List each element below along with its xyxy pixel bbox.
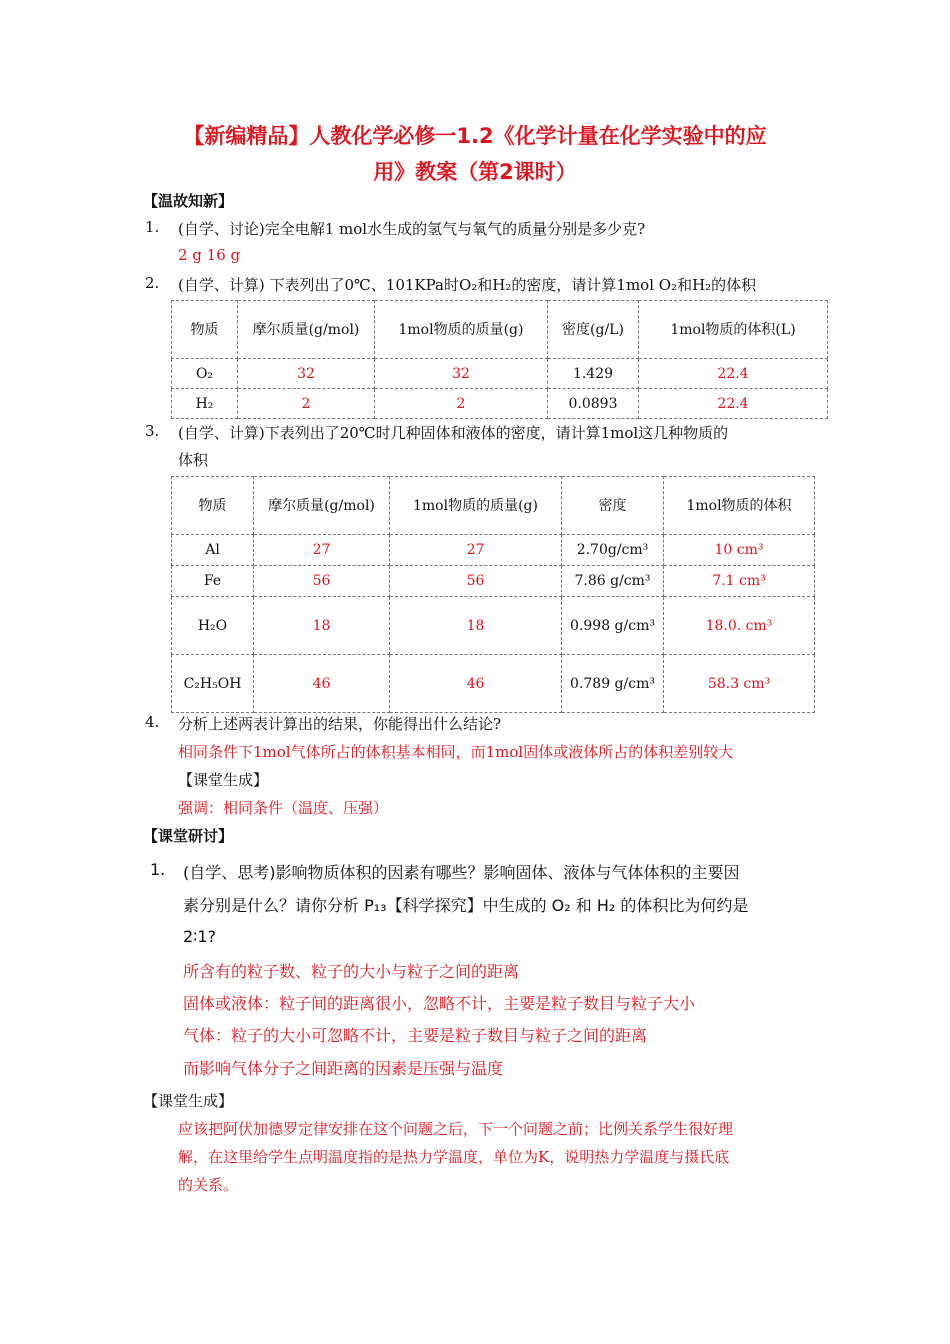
r1-line-2: 素分别是什么？请你分析 P₁₃【科学探究】中生成的 O₂ 和 H₂ 的体积比为何约是 xyxy=(183,896,749,915)
table-header-row xyxy=(172,301,828,359)
q4-text: 分析上述两表计算出的结果，你能得出什么结论? xyxy=(178,715,502,733)
gas-density-table xyxy=(171,300,828,419)
r1-answer-1: 所含有的粒子数、粒子的大小与粒子之间的距离 xyxy=(183,962,520,981)
q3-text-line-1: (自学、计算)下表列出了20℃时几种固体和液体的密度，请计算1mol这几种物质的 xyxy=(178,424,729,442)
table-cell: 0.0893 xyxy=(548,389,639,419)
q2-text: (自学、计算) 下表列出了0℃、101KPa时O₂和H₂的密度，请计算1mol O₂和H₂的体积 xyxy=(178,276,757,294)
final-generation-line-1: 应该把阿伏加德罗定律安排在这个问题之后，下一个问题之前；比例关系学生很好理 xyxy=(178,1120,734,1138)
table-cell: 2.70g/cm³ xyxy=(562,535,664,566)
table-cell: 32 xyxy=(238,359,375,389)
table-cell: Fe xyxy=(172,566,254,597)
table-cell: 10 cm³ xyxy=(664,535,815,566)
q1-answer: 2 g 16 g xyxy=(178,246,241,264)
table-header-cell: 摩尔质量(g/mol) xyxy=(254,477,390,535)
table-row xyxy=(172,389,828,419)
table-cell: 0.998 g/cm³ xyxy=(562,597,664,655)
table-cell: 2 xyxy=(375,389,548,419)
solid-liquid-density-table xyxy=(171,476,815,713)
table-header-cell: 1mol物质的体积 xyxy=(664,477,815,535)
title-line-2: 用》教案（第2课时） xyxy=(373,160,577,184)
table-cell: 0.789 g/cm³ xyxy=(562,655,664,713)
table-header-cell: 密度 xyxy=(562,477,664,535)
final-generation-line-2: 解，在这里给学生点明温度指的是热力学温度，单位为K，说明热力学温度与摄氏底 xyxy=(178,1148,730,1166)
table-header-cell: 密度(g/L) xyxy=(548,301,639,359)
final-generation-line-3: 的关系。 xyxy=(178,1176,239,1194)
table-row xyxy=(172,535,815,566)
r1-line-3: 2∶1? xyxy=(183,927,217,946)
r1-answer-3: 气体：粒子的大小可忽略不计，主要是粒子数目与粒子之间的距离 xyxy=(183,1026,648,1045)
r1-line-1: (自学、思考)影响物质体积的因素有哪些？影响固体、液体与气体体积的主要因 xyxy=(183,863,740,882)
table-cell: 58.3 cm³ xyxy=(664,655,815,713)
table-header-cell: 1mol物质的质量(g) xyxy=(375,301,548,359)
q4-answer: 相同条件下1mol气体所占的体积基本相同，而1mol固体或液体所占的体积差别较大 xyxy=(178,743,734,761)
table-cell: 27 xyxy=(254,535,390,566)
q3-text-line-2: 体积 xyxy=(178,451,209,469)
table-header-cell: 1mol物质的体积(L) xyxy=(639,301,828,359)
table-cell: 18 xyxy=(390,597,562,655)
q1-number: 1. xyxy=(145,218,160,236)
q3-number: 3. xyxy=(145,422,160,440)
table-cell: 7.1 cm³ xyxy=(664,566,815,597)
table-header-cell: 物质 xyxy=(172,477,254,535)
table-cell: 32 xyxy=(375,359,548,389)
table-cell: 22.4 xyxy=(639,389,828,419)
table-cell: Al xyxy=(172,535,254,566)
table-cell: 22.4 xyxy=(639,359,828,389)
table-row xyxy=(172,566,815,597)
table-cell: 7.86 g/cm³ xyxy=(562,566,664,597)
table-cell: 27 xyxy=(390,535,562,566)
document-title xyxy=(100,118,850,190)
table-row xyxy=(172,359,828,389)
section-heading-research: 【课堂研讨】 xyxy=(143,827,234,845)
table-header-cell: 物质 xyxy=(172,301,238,359)
table-cell: H₂O xyxy=(172,597,254,655)
title-line-1: 【新编精品】人教化学必修一1.2《化学计量在化学实验中的应 xyxy=(183,124,767,148)
r1-answer-2: 固体或液体：粒子间的距离很小，忽略不计，主要是粒子数目与粒子大小 xyxy=(183,994,696,1013)
table-cell: 18 xyxy=(254,597,390,655)
table-cell: H₂ xyxy=(172,389,238,419)
table-cell: 2 xyxy=(238,389,375,419)
table-header-cell: 摩尔质量(g/mol) xyxy=(238,301,375,359)
q4-generation-label: 【课堂生成】 xyxy=(178,771,269,789)
table-cell: 56 xyxy=(254,566,390,597)
final-generation-label: 【课堂生成】 xyxy=(143,1092,234,1110)
table-header-row xyxy=(172,477,815,535)
table-row xyxy=(172,655,815,713)
r1-answer-4: 而影响气体分子之间距离的因素是压强与温度 xyxy=(183,1059,504,1078)
table-header-cell: 1mol物质的质量(g) xyxy=(390,477,562,535)
q2-number: 2. xyxy=(145,274,160,292)
table-cell: O₂ xyxy=(172,359,238,389)
table-cell: 18.0. cm³ xyxy=(664,597,815,655)
table-cell: 46 xyxy=(254,655,390,713)
r1-number: 1. xyxy=(150,860,166,879)
section-heading-review: 【温故知新】 xyxy=(143,192,234,210)
table-cell: 46 xyxy=(390,655,562,713)
q4-emphasis: 强调：相同条件（温度、压强） xyxy=(178,799,389,817)
table-cell: 1.429 xyxy=(548,359,639,389)
table-row xyxy=(172,597,815,655)
table-cell: 56 xyxy=(390,566,562,597)
table-cell: C₂H₅OH xyxy=(172,655,254,713)
q4-number: 4. xyxy=(145,713,160,731)
q1-text: (自学、讨论)完全电解1 mol水生成的氢气与氧气的质量分别是多少克? xyxy=(178,220,646,238)
